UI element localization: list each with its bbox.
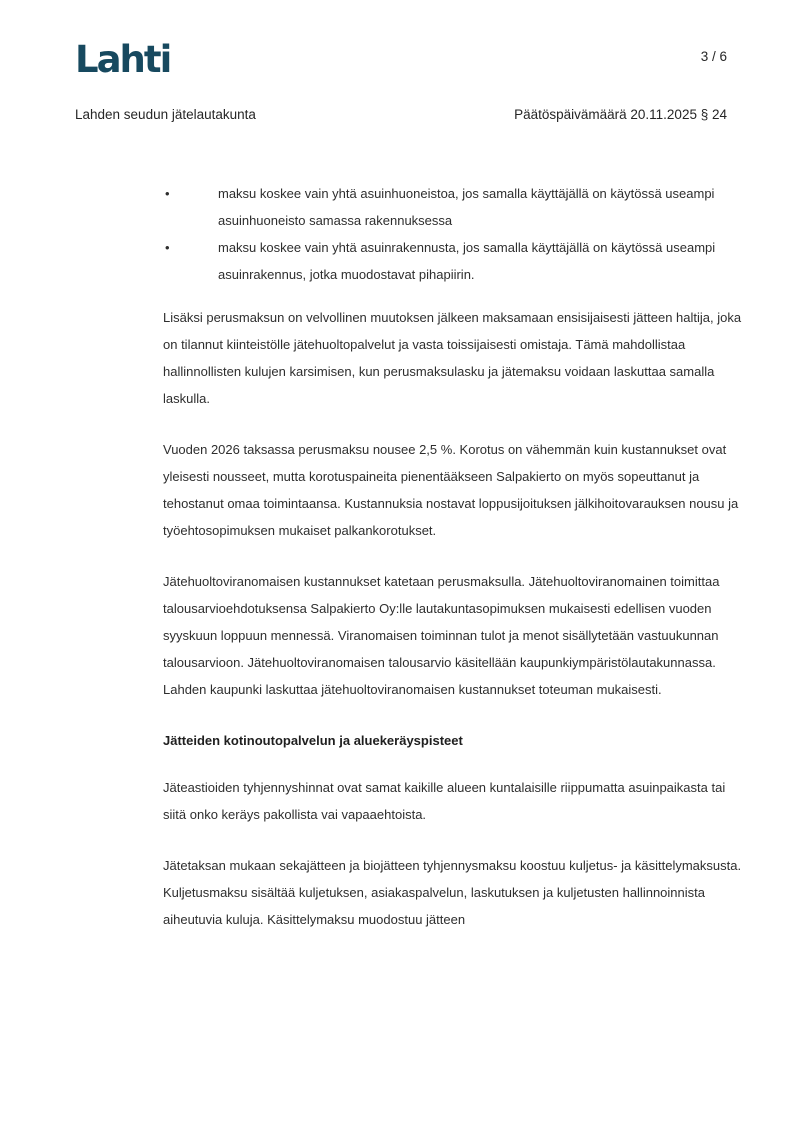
organization-name: Lahden seudun jätelautakunta [75, 107, 256, 122]
decision-date: Päätöspäivämäärä 20.11.2025 § 24 [514, 107, 727, 122]
page-number: 3 / 6 [700, 49, 727, 64]
paragraph: Vuoden 2026 taksassa perusmaksu nousee 2,5 %. Korotus on vähemmän kuin kustannukset ovat yleisesti nousseet, mutta korotuspaineita pienentääkseen Salpakierto on myös sopeuttanut ja tehostanut omaa toimintaansa. Kustannuksia nostavat loppusijoituksen jälkihoitovarauksen nousu ja työehtosopimuksen mukaiset palkankorotukset. [163, 442, 739, 538]
document-meta-row [75, 106, 727, 124]
paragraph: Lisäksi perusmaksun on velvollinen muutoksen jälkeen maksamaan ensisijaisesti jätteen haltija, joka on tilannut kiinteistölle jätehuoltopalvelut ja vasta toissijaisesti omistaja. Tämä mahdollistaa hallinnollisten kulujen karsimisen, kun perusmaksulasku ja jätemaksu voidaan laskuttaa samalla laskulla. [163, 310, 742, 406]
paragraph: Jätehuoltoviranomaisen kustannukset katetaan perusmaksulla. Jätehuoltoviranomainen toimittaa talousarvioehdotuksensa Salpakierto Oy:lle lautakuntasopimuksen mukaisesti edellisen vuoden syyskuun loppuun mennessä. Viranomaisen toiminnan tulot ja menot sisällytetään vastuukunnan talousarvioon. Jätehuoltoviranomaisen talousarvio käsitellään kaupunkiympäristölautakunnassa. Lahden kaupunki laskuttaa jätehuoltoviranomaisen kustannukset toteuman mukaisesti. [163, 574, 720, 697]
paragraph: Jätetaksan mukaan sekajätteen ja biojätteen tyhjennysmaksu koostuu kuljetus- ja käsittelymaksusta. Kuljetusmaksu sisältää kuljetuksen, asiakaspalvelun, laskutuksen ja kuljetusten hallinnoinnista aiheutuvia kuluja. Käsittelymaksu muodostuu jätteen [163, 858, 742, 927]
bullet-text: maksu koskee vain yhtä asuinhuoneistoa, jos samalla käyttäjällä on käytössä useampi asuinhuoneisto samassa rakennuksessa [218, 186, 715, 228]
bullet-item [163, 234, 743, 288]
bullet-list [163, 180, 743, 288]
bullet-text: maksu koskee vain yhtä asuinrakennusta, jos samalla käyttäjällä on käytössä useampi asuinrakennus, jotka muodostavat pihapiirin. [218, 240, 716, 282]
bullet-icon: • [165, 240, 170, 255]
section-heading: Jätteiden kotinoutopalvelun ja aluekeräyspisteet [163, 733, 463, 748]
paragraph: Jäteastioiden tyhjennyshinnat ovat samat kaikille alueen kuntalaisille riippumatta asuinpaikasta tai siitä onko keräys pakollista vai vapaaehtoista. [163, 780, 726, 822]
bullet-icon: • [165, 186, 170, 201]
lahti-city-logo: Lahti [75, 38, 171, 81]
page-header [75, 40, 727, 80]
bullet-item [163, 180, 743, 234]
document-body [163, 180, 743, 933]
